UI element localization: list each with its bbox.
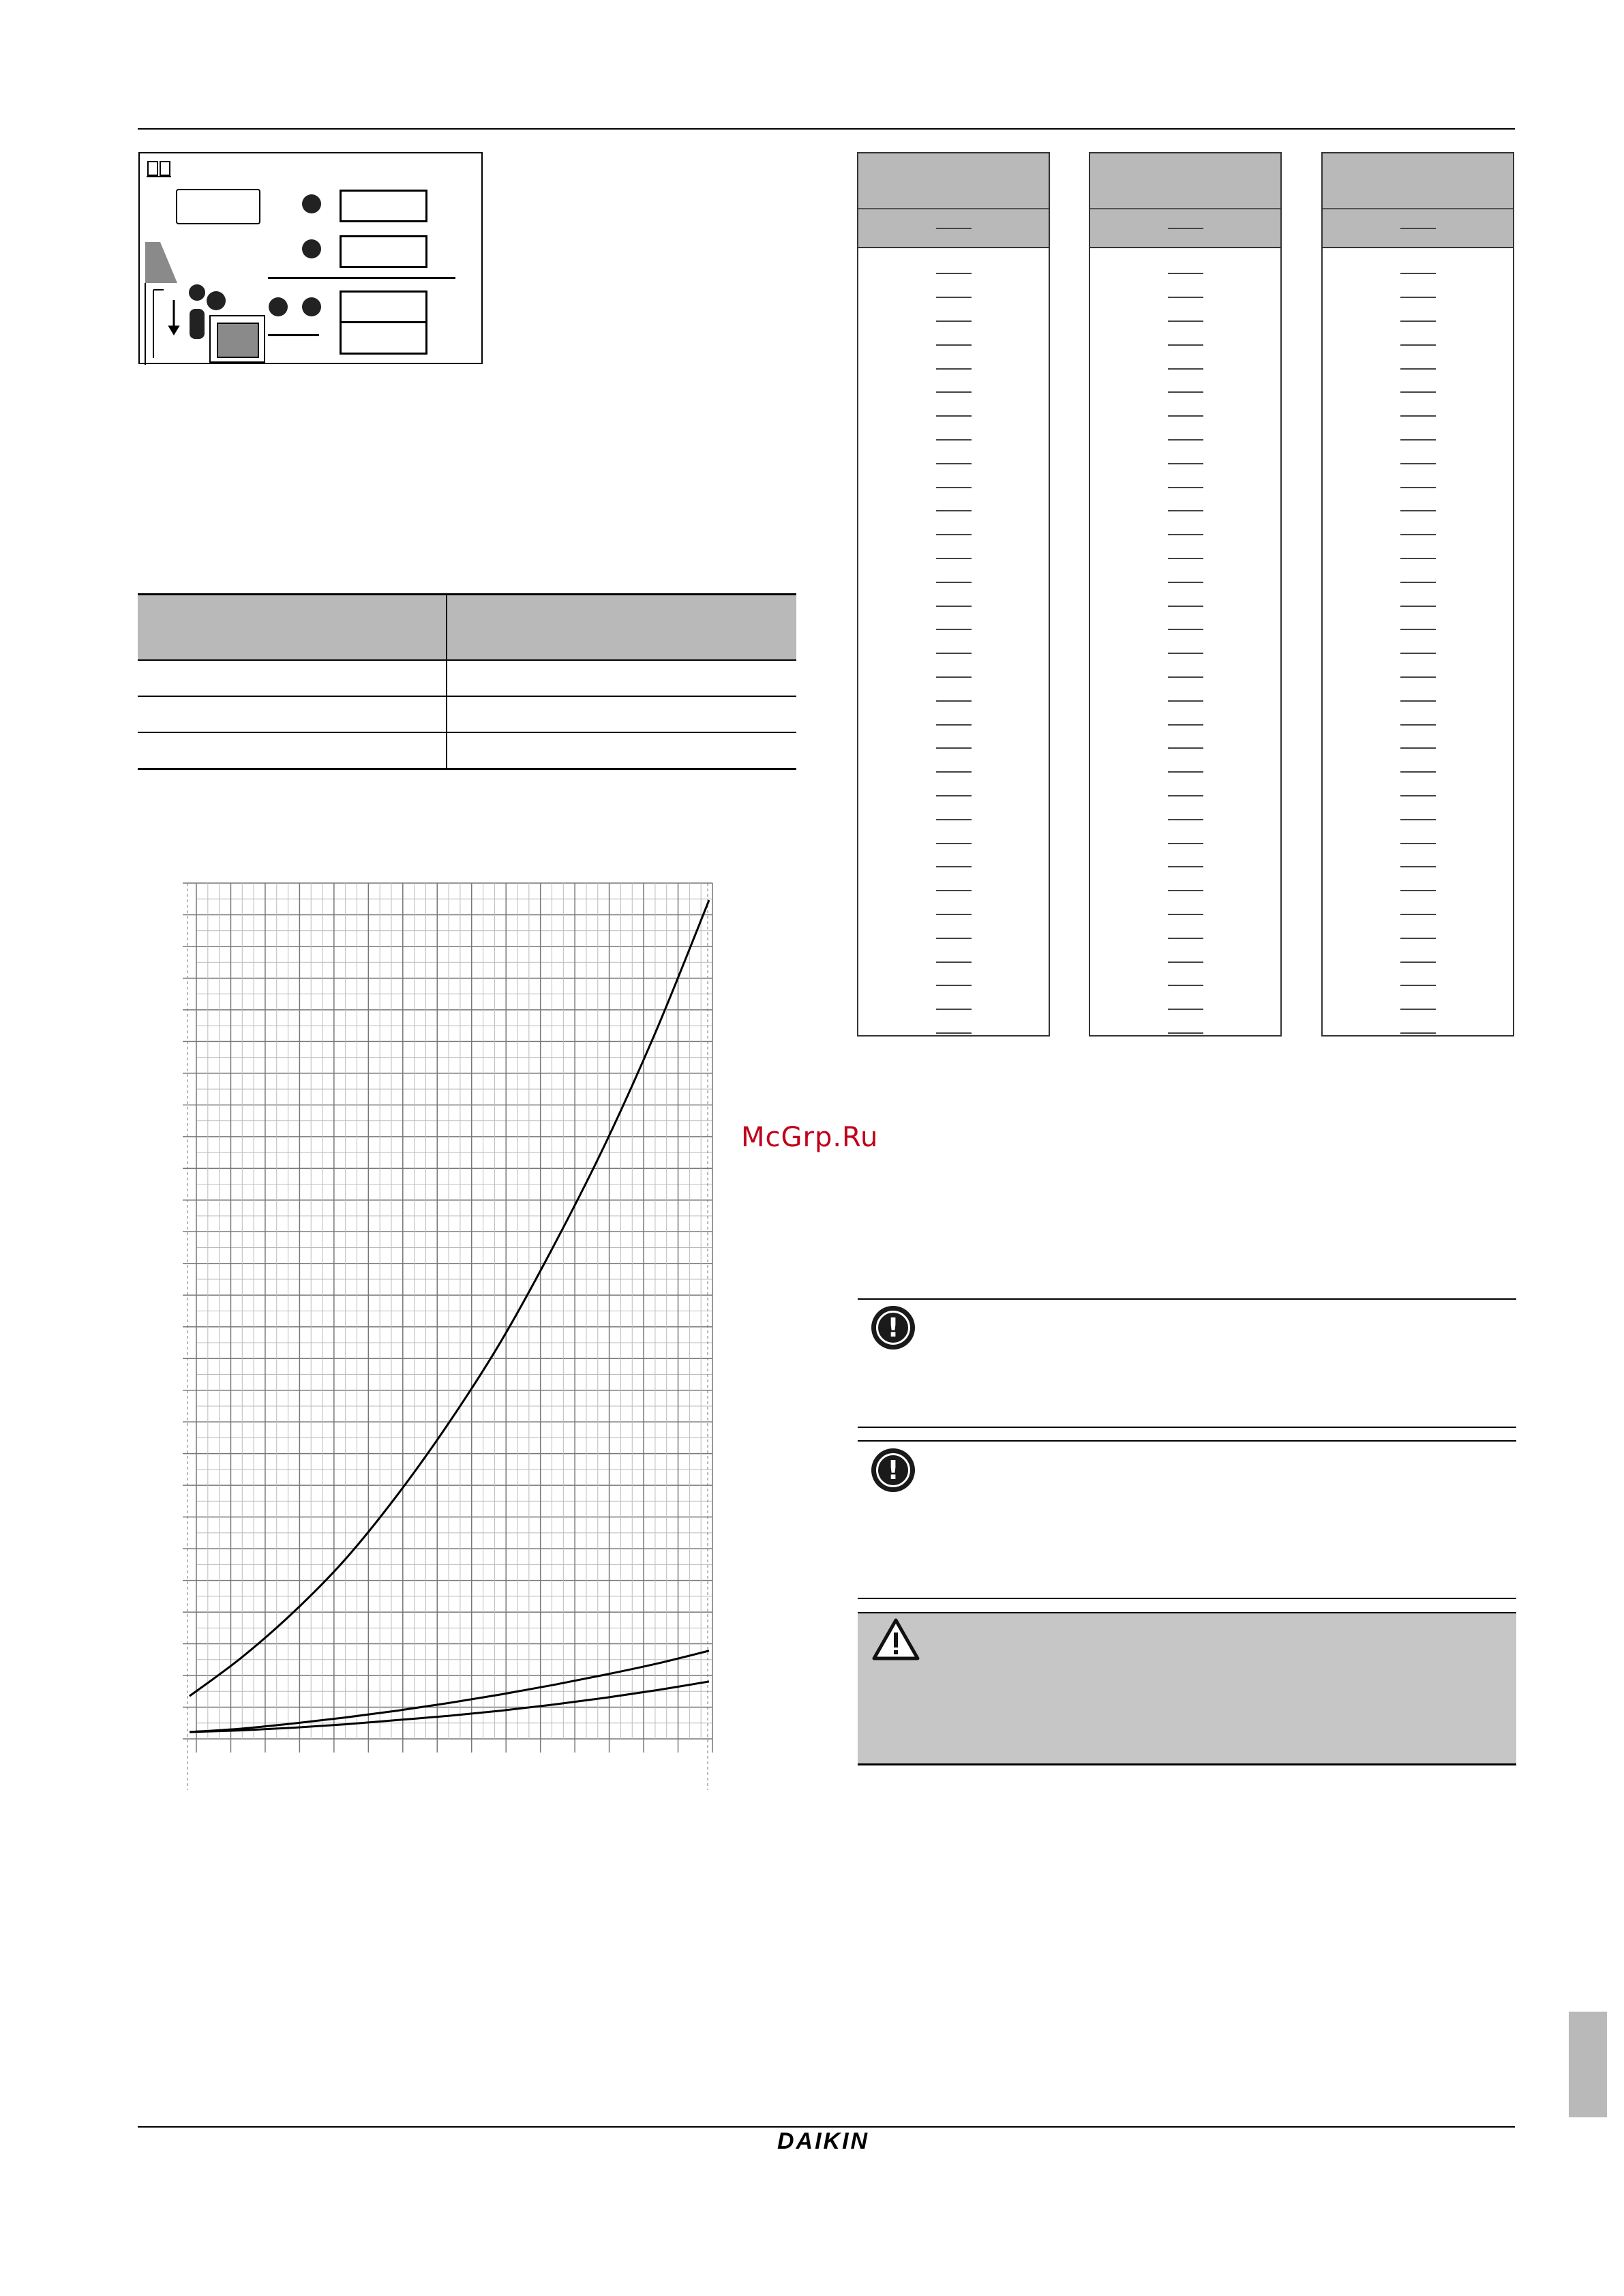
dash-row	[858, 310, 1049, 333]
dash-row	[1323, 357, 1513, 381]
dash-row	[1090, 404, 1280, 428]
footer-rule	[138, 2126, 1515, 2128]
dash-row	[858, 831, 1049, 855]
dash-mark	[1400, 866, 1436, 867]
dash-row	[1090, 831, 1280, 855]
dash-row	[1090, 333, 1280, 357]
dash-row	[858, 357, 1049, 381]
dash-table-subheader	[858, 209, 1049, 248]
dash-row	[1090, 879, 1280, 903]
dash-mark	[1400, 487, 1436, 488]
dash-table-3	[1321, 152, 1514, 1037]
dash-row	[1323, 831, 1513, 855]
dash-row	[1323, 666, 1513, 689]
dash-mark	[1168, 273, 1203, 274]
table-cell	[447, 660, 796, 696]
dash-row	[858, 903, 1049, 927]
dash-mark	[1168, 510, 1203, 511]
dash-table-2	[1089, 152, 1282, 1037]
dash-mark	[1168, 961, 1203, 963]
dash-mark	[936, 463, 972, 464]
dash-mark	[1400, 368, 1436, 370]
dash-mark	[936, 320, 972, 322]
dash-row	[1090, 807, 1280, 831]
chart-series-line-1	[190, 900, 709, 1696]
dash-mark	[1168, 1009, 1203, 1010]
dash-row	[1090, 357, 1280, 381]
dash-mark	[1400, 985, 1436, 986]
section-tab	[1569, 2012, 1607, 2117]
small-table	[138, 593, 796, 770]
dash-table-body	[1323, 248, 1513, 1045]
dash-mark	[1400, 1032, 1436, 1034]
dash-row	[1090, 760, 1280, 784]
dash-row	[858, 666, 1049, 689]
dash-row	[1323, 974, 1513, 998]
dash-mark	[1168, 771, 1203, 773]
dash-mark	[1400, 795, 1436, 796]
dash-mark	[1400, 510, 1436, 511]
dash-row	[1323, 333, 1513, 357]
dash-row	[858, 784, 1049, 808]
dash-mark	[936, 985, 972, 986]
dash-row	[1090, 974, 1280, 998]
dash-row	[858, 523, 1049, 547]
dash-row	[1090, 286, 1280, 310]
dash-row	[1090, 570, 1280, 594]
dash-table-header	[858, 153, 1049, 209]
dash-mark	[1168, 391, 1203, 393]
dash-mark	[1400, 463, 1436, 464]
dash-mark	[1400, 228, 1436, 229]
table-row	[138, 732, 796, 769]
dash-row	[1323, 689, 1513, 713]
dash-mark	[1168, 463, 1203, 464]
table-cell	[138, 696, 447, 732]
dash-row	[1323, 950, 1513, 974]
dash-mark	[936, 582, 972, 583]
dash-row	[1090, 618, 1280, 642]
dash-mark	[1400, 676, 1436, 678]
dash-row	[858, 689, 1049, 713]
small-table-header	[138, 595, 447, 661]
dash-mark	[936, 368, 972, 370]
dash-row	[1323, 618, 1513, 642]
dash-row	[1323, 807, 1513, 831]
dash-mark	[936, 843, 972, 844]
dash-mark	[1400, 439, 1436, 441]
dash-row	[1090, 475, 1280, 499]
dash-mark	[936, 914, 972, 915]
dash-mark	[936, 676, 972, 678]
dash-mark	[936, 228, 972, 229]
dash-mark	[936, 747, 972, 749]
dash-row	[1090, 713, 1280, 736]
dash-mark	[1168, 439, 1203, 441]
dash-mark	[1168, 487, 1203, 488]
dash-row	[1323, 926, 1513, 950]
dash-mark	[1400, 558, 1436, 559]
dash-mark	[936, 724, 972, 726]
watermark-text: McGrp.Ru	[741, 1122, 879, 1153]
charge-swatch	[217, 323, 259, 358]
dash-row	[858, 950, 1049, 974]
dash-mark	[1400, 320, 1436, 322]
dash-row	[1323, 879, 1513, 903]
dash-row	[1323, 404, 1513, 428]
dash-row	[1090, 451, 1280, 475]
dash-row	[1323, 760, 1513, 784]
dash-table-1	[857, 152, 1050, 1037]
dash-row	[1323, 451, 1513, 475]
dash-row	[858, 451, 1049, 475]
dash-row	[858, 807, 1049, 831]
header-rule	[138, 128, 1515, 130]
dash-table-body	[858, 248, 1049, 1045]
curve-chart	[157, 880, 723, 1800]
notice-rule-bottom	[858, 1598, 1516, 1599]
dash-mark	[1400, 415, 1436, 417]
dash-mark	[1400, 843, 1436, 844]
dash-mark	[936, 487, 972, 488]
dash-mark	[1400, 724, 1436, 726]
dash-row	[858, 879, 1049, 903]
dash-row	[858, 1022, 1049, 1045]
dash-row	[858, 855, 1049, 879]
dash-mark	[1400, 606, 1436, 607]
dash-table-header	[1090, 153, 1280, 209]
dash-row	[1323, 310, 1513, 333]
label-field-1	[340, 190, 427, 222]
dash-row	[1090, 998, 1280, 1022]
dash-row	[1090, 784, 1280, 808]
label-field-model	[176, 189, 260, 224]
dash-mark	[936, 700, 972, 702]
dash-row	[1090, 428, 1280, 452]
dash-row	[1323, 286, 1513, 310]
dash-row	[1323, 855, 1513, 879]
dash-row	[858, 926, 1049, 950]
dash-mark	[1400, 771, 1436, 773]
dash-mark	[1400, 890, 1436, 891]
dash-row	[1323, 642, 1513, 666]
dash-mark	[1168, 415, 1203, 417]
bullet-dot	[302, 194, 321, 213]
dash-mark	[936, 819, 972, 820]
dash-row	[1090, 666, 1280, 689]
table-row	[138, 660, 796, 696]
dash-mark	[1400, 819, 1436, 820]
dash-row	[858, 475, 1049, 499]
dash-mark	[1168, 819, 1203, 820]
dash-row	[1090, 262, 1280, 286]
table-cell	[138, 732, 447, 769]
dash-mark	[936, 510, 972, 511]
table-cell	[447, 732, 796, 769]
dash-row	[858, 404, 1049, 428]
table-cell	[138, 660, 447, 696]
bullet-dot	[302, 297, 321, 316]
exclamation-icon: !	[871, 1306, 915, 1350]
dash-mark	[936, 606, 972, 607]
dash-mark	[1400, 938, 1436, 939]
dash-mark	[1400, 273, 1436, 274]
notice-rule-top	[858, 1298, 1516, 1300]
dash-row	[1090, 1022, 1280, 1045]
dash-mark	[1168, 914, 1203, 915]
dash-row	[1323, 547, 1513, 571]
dash-mark	[936, 439, 972, 441]
label-field-2	[340, 235, 427, 268]
dash-mark	[1168, 228, 1203, 229]
dash-mark	[1400, 747, 1436, 749]
dash-row	[858, 594, 1049, 618]
dash-row	[858, 642, 1049, 666]
dash-row	[1090, 523, 1280, 547]
dash-mark	[1168, 747, 1203, 749]
dash-mark	[1168, 795, 1203, 796]
dash-row	[858, 974, 1049, 998]
label-divider	[268, 277, 455, 279]
dash-mark	[936, 866, 972, 867]
dash-mark	[1168, 297, 1203, 298]
dash-mark	[1168, 938, 1203, 939]
dash-mark	[1168, 700, 1203, 702]
dash-mark	[1168, 629, 1203, 630]
dash-row	[1323, 736, 1513, 760]
dash-row	[1323, 262, 1513, 286]
dash-mark	[936, 1009, 972, 1010]
dash-mark	[936, 653, 972, 654]
dash-mark	[1168, 676, 1203, 678]
dash-row	[1090, 950, 1280, 974]
dash-mark	[1400, 961, 1436, 963]
dash-row	[858, 998, 1049, 1022]
label-field-3-divider	[340, 321, 427, 323]
dash-row	[1323, 713, 1513, 736]
dash-table-header	[1323, 153, 1513, 209]
bullet-dot	[207, 291, 226, 310]
dash-row	[1323, 475, 1513, 499]
dash-table-subheader	[1090, 209, 1280, 248]
dash-mark	[936, 890, 972, 891]
dash-row	[1323, 570, 1513, 594]
dash-mark	[1400, 914, 1436, 915]
dash-mark	[1168, 843, 1203, 844]
dash-mark	[936, 795, 972, 796]
dash-mark	[1400, 653, 1436, 654]
dash-mark	[936, 629, 972, 630]
dash-row	[858, 570, 1049, 594]
dash-mark	[1168, 320, 1203, 322]
dash-row	[1323, 499, 1513, 523]
dash-row	[1090, 310, 1280, 333]
dash-row	[858, 547, 1049, 571]
dash-row	[1090, 381, 1280, 404]
dash-mark	[936, 558, 972, 559]
table-row	[138, 696, 796, 732]
brand-logo: DAIKIN	[777, 2128, 870, 2154]
dash-mark	[1168, 653, 1203, 654]
dash-row	[1090, 547, 1280, 571]
dash-mark	[936, 771, 972, 773]
dash-mark	[1400, 1009, 1436, 1010]
dash-mark	[936, 415, 972, 417]
dash-row	[1323, 428, 1513, 452]
dash-table-subheader	[1323, 209, 1513, 248]
dash-mark	[1168, 582, 1203, 583]
notice-rule-top	[858, 1440, 1516, 1442]
dash-row	[858, 618, 1049, 642]
dash-mark	[1168, 985, 1203, 986]
dash-row	[858, 760, 1049, 784]
dash-mark	[1400, 534, 1436, 535]
book-icon	[145, 159, 172, 179]
exclamation-icon: !	[871, 1448, 915, 1492]
label-panel	[138, 152, 483, 364]
dash-row	[858, 713, 1049, 736]
dash-row	[858, 499, 1049, 523]
dash-row	[1323, 903, 1513, 927]
caution-box	[858, 1612, 1516, 1765]
dash-row	[1090, 736, 1280, 760]
table-cell	[447, 696, 796, 732]
dash-mark	[1400, 297, 1436, 298]
dash-mark	[1168, 1032, 1203, 1034]
dash-mark	[936, 391, 972, 393]
dash-row	[1090, 689, 1280, 713]
dash-row	[858, 333, 1049, 357]
dash-mark	[936, 297, 972, 298]
dash-mark	[1168, 344, 1203, 346]
dash-row	[1090, 642, 1280, 666]
dash-row	[1323, 1022, 1513, 1045]
dash-row	[1090, 855, 1280, 879]
warning-triangle-icon	[871, 1617, 920, 1661]
label-short-line	[268, 334, 319, 336]
small-table-header	[447, 595, 796, 661]
dash-mark	[936, 273, 972, 274]
dash-mark	[936, 961, 972, 963]
dash-row	[1323, 594, 1513, 618]
dash-mark	[1168, 558, 1203, 559]
dash-mark	[1168, 890, 1203, 891]
dash-row	[1323, 381, 1513, 404]
dash-row	[1090, 903, 1280, 927]
dash-row	[1090, 499, 1280, 523]
dash-mark	[1168, 606, 1203, 607]
dash-row	[858, 381, 1049, 404]
dash-mark	[936, 344, 972, 346]
bullet-dot	[302, 239, 321, 258]
dash-mark	[936, 1032, 972, 1034]
dash-mark	[1168, 368, 1203, 370]
notice-rule-bottom	[858, 1427, 1516, 1428]
dash-mark	[1400, 344, 1436, 346]
dash-row	[858, 736, 1049, 760]
dash-row	[1323, 998, 1513, 1022]
dash-mark	[1400, 582, 1436, 583]
dash-mark	[1400, 391, 1436, 393]
dash-row	[858, 428, 1049, 452]
dash-row	[858, 262, 1049, 286]
dash-table-body	[1090, 248, 1280, 1045]
dash-row	[1090, 926, 1280, 950]
dash-mark	[1168, 866, 1203, 867]
dash-mark	[936, 938, 972, 939]
dash-mark	[1168, 724, 1203, 726]
dash-mark	[1400, 700, 1436, 702]
dash-mark	[1400, 629, 1436, 630]
dash-row	[858, 286, 1049, 310]
dash-row	[1090, 594, 1280, 618]
dash-mark	[1168, 534, 1203, 535]
bullet-dot	[269, 297, 288, 316]
dash-row	[1323, 523, 1513, 547]
dash-mark	[936, 534, 972, 535]
dash-row	[1323, 784, 1513, 808]
